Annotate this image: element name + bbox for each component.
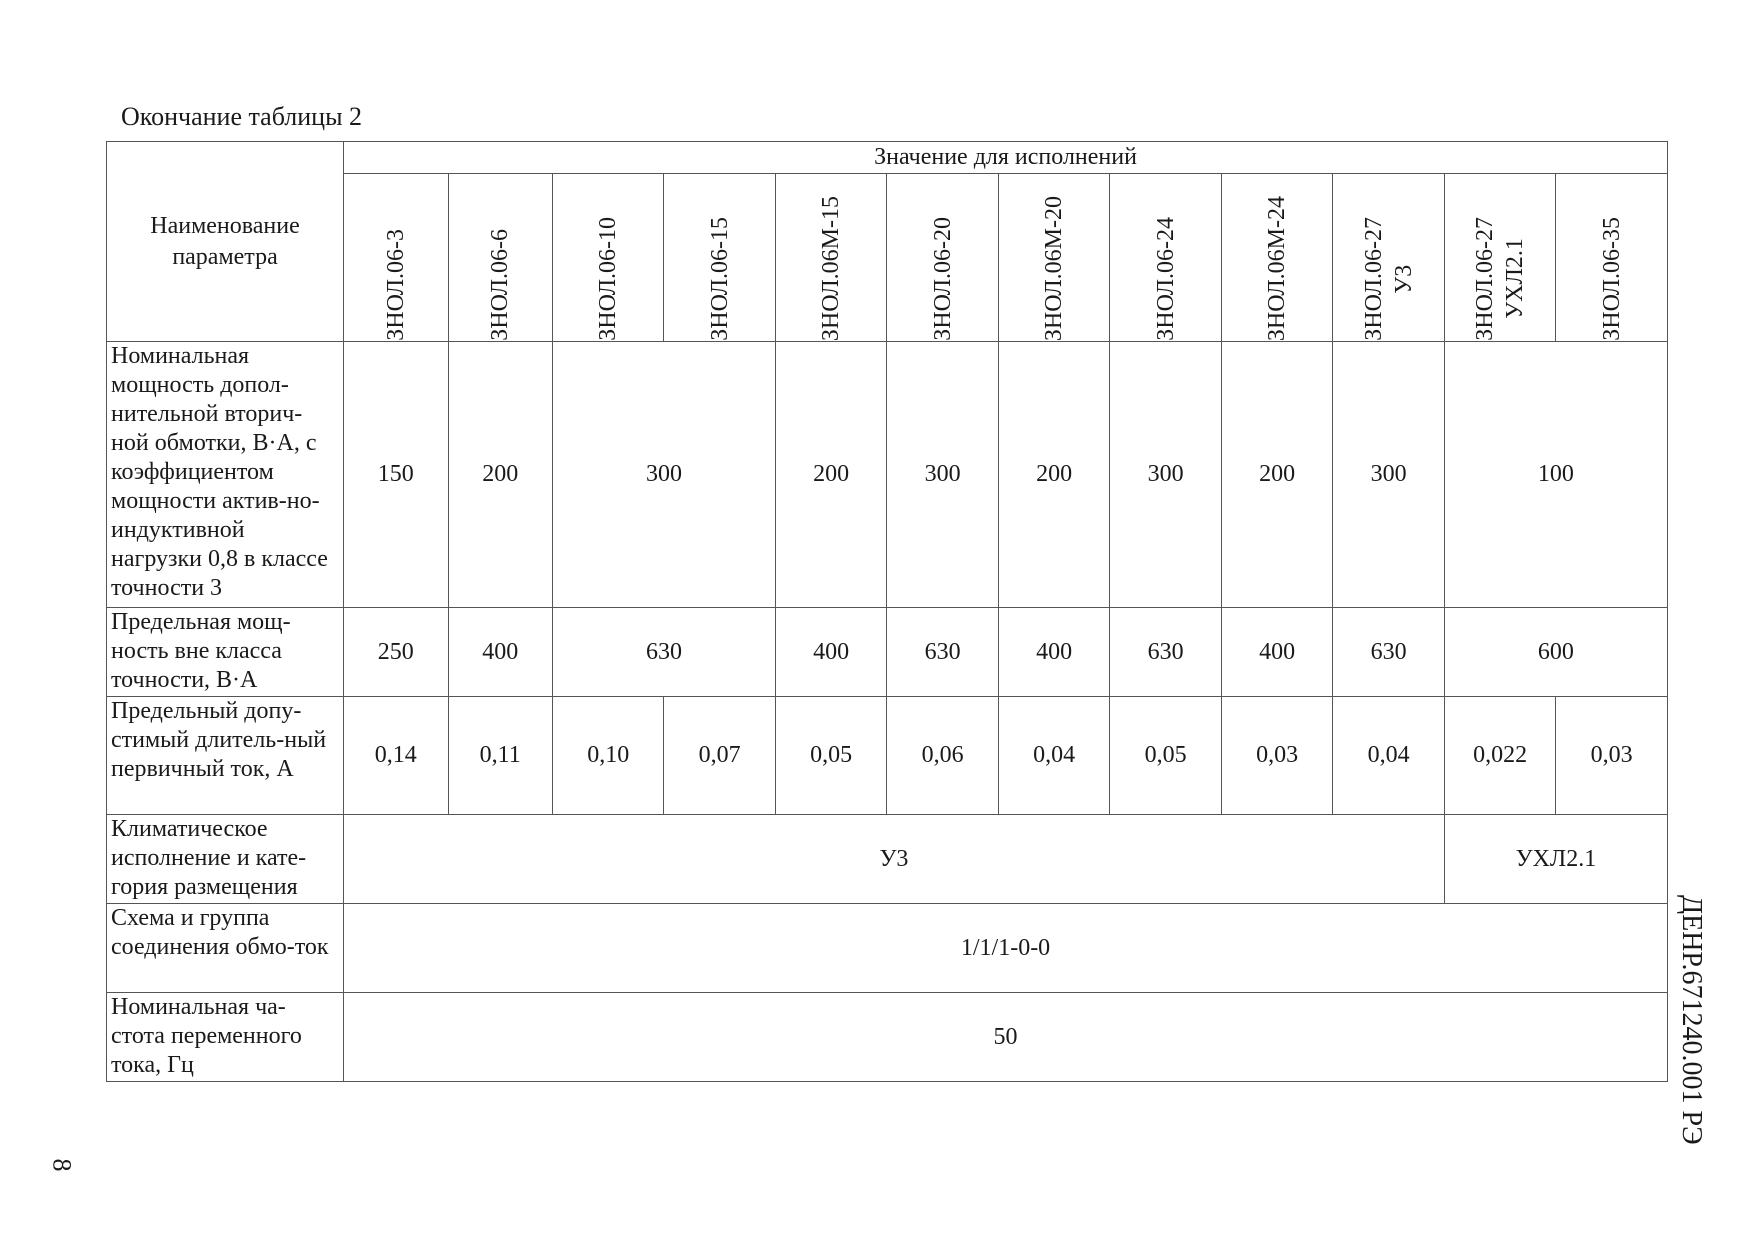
table-cell: 300 bbox=[887, 342, 998, 608]
variant-header: ЗНОЛ.06-27 УХЛ2.1 bbox=[1444, 174, 1555, 342]
parameters-table bbox=[106, 141, 1668, 1082]
variant-header: ЗНОЛ.06-20 bbox=[887, 174, 998, 342]
table-cell: 0,05 bbox=[1110, 697, 1221, 815]
table-cell: 1/1/1-0-0 bbox=[344, 904, 1668, 993]
table-cell: 0,06 bbox=[887, 697, 998, 815]
table-cell: 250 bbox=[344, 608, 448, 697]
table-row bbox=[107, 608, 1668, 697]
table-cell: 400 bbox=[448, 608, 552, 697]
variant-header: ЗНОЛ.06-6 bbox=[448, 174, 552, 342]
row-label: Схема и группа соединения обмо-ток bbox=[107, 904, 344, 993]
variant-header: ЗНОЛ.06-24 bbox=[1110, 174, 1221, 342]
variant-header: ЗНОЛ.06-27 У3 bbox=[1333, 174, 1444, 342]
table-cell: 400 bbox=[998, 608, 1109, 697]
variant-header: ЗНОЛ.06-10 bbox=[552, 174, 663, 342]
row-label: Номинальная мощность допол-нительной вторич-ной обмотки, В·А, с коэффициентом мощности актив-но-индуктивной нагрузки 0,8 в классе точности 3 bbox=[107, 342, 344, 608]
table-cell: 0,04 bbox=[998, 697, 1109, 815]
table-row bbox=[107, 697, 1668, 815]
table-cell: У3 bbox=[344, 815, 1445, 904]
table-cell: 200 bbox=[775, 342, 886, 608]
table-cell: 0,03 bbox=[1556, 697, 1668, 815]
variants-group-header: Значение для исполнений bbox=[344, 142, 1668, 174]
table-cell: 630 bbox=[552, 608, 775, 697]
variant-header: ЗНОЛ.06М-20 bbox=[998, 174, 1109, 342]
table-row bbox=[107, 815, 1668, 904]
table-cell: 0,05 bbox=[775, 697, 886, 815]
table-cell: 630 bbox=[1110, 608, 1221, 697]
row-label: Климатическое исполнение и кате-гория размещения bbox=[107, 815, 344, 904]
variant-header: ЗНОЛ.06-3 bbox=[344, 174, 448, 342]
variant-header: ЗНОЛ.06-15 bbox=[664, 174, 775, 342]
param-column-header: Наименование параметра bbox=[107, 142, 344, 342]
row-label: Номинальная ча-стота переменного тока, Гц bbox=[107, 993, 344, 1082]
table-cell: УХЛ2.1 bbox=[1444, 815, 1667, 904]
table-row bbox=[107, 993, 1668, 1082]
page-number: 8 bbox=[47, 1158, 77, 1172]
variant-header: ЗНОЛ.06М-24 bbox=[1221, 174, 1332, 342]
table-cell: 300 bbox=[1110, 342, 1221, 608]
table-cell: 150 bbox=[344, 342, 448, 608]
table-cell: 0,10 bbox=[552, 697, 663, 815]
table-cell: 100 bbox=[1444, 342, 1667, 608]
row-label: Предельная мощ-ность вне класса точности, В·А bbox=[107, 608, 344, 697]
table-cell: 600 bbox=[1444, 608, 1667, 697]
table-cell: 50 bbox=[344, 993, 1668, 1082]
table-cell: 300 bbox=[1333, 342, 1444, 608]
row-label: Предельный допу-стимый длитель-ный первичный ток, А bbox=[107, 697, 344, 815]
table-cell: 200 bbox=[448, 342, 552, 608]
table-cell: 0,03 bbox=[1221, 697, 1332, 815]
table-cell: 0,022 bbox=[1444, 697, 1555, 815]
table-cell: 200 bbox=[1221, 342, 1332, 608]
table-cell: 0,11 bbox=[448, 697, 552, 815]
variant-header: ЗНОЛ.06М-15 bbox=[775, 174, 886, 342]
table-cell: 200 bbox=[998, 342, 1109, 608]
table-cell: 0,07 bbox=[664, 697, 775, 815]
table-cell: 0,04 bbox=[1333, 697, 1444, 815]
table-caption: Окончание таблицы 2 bbox=[121, 102, 363, 131]
variant-header: ЗНОЛ.06-35 bbox=[1556, 174, 1668, 342]
table-cell: 400 bbox=[1221, 608, 1332, 697]
table-cell: 300 bbox=[552, 342, 775, 608]
table-row bbox=[107, 342, 1668, 608]
table-cell: 630 bbox=[887, 608, 998, 697]
document-designation: ДЕНР.671240.001 РЭ bbox=[1676, 895, 1707, 1145]
table-cell: 400 bbox=[775, 608, 886, 697]
table-cell: 0,14 bbox=[344, 697, 448, 815]
table-cell: 630 bbox=[1333, 608, 1444, 697]
header-row-top bbox=[107, 142, 1668, 174]
table-row bbox=[107, 904, 1668, 993]
